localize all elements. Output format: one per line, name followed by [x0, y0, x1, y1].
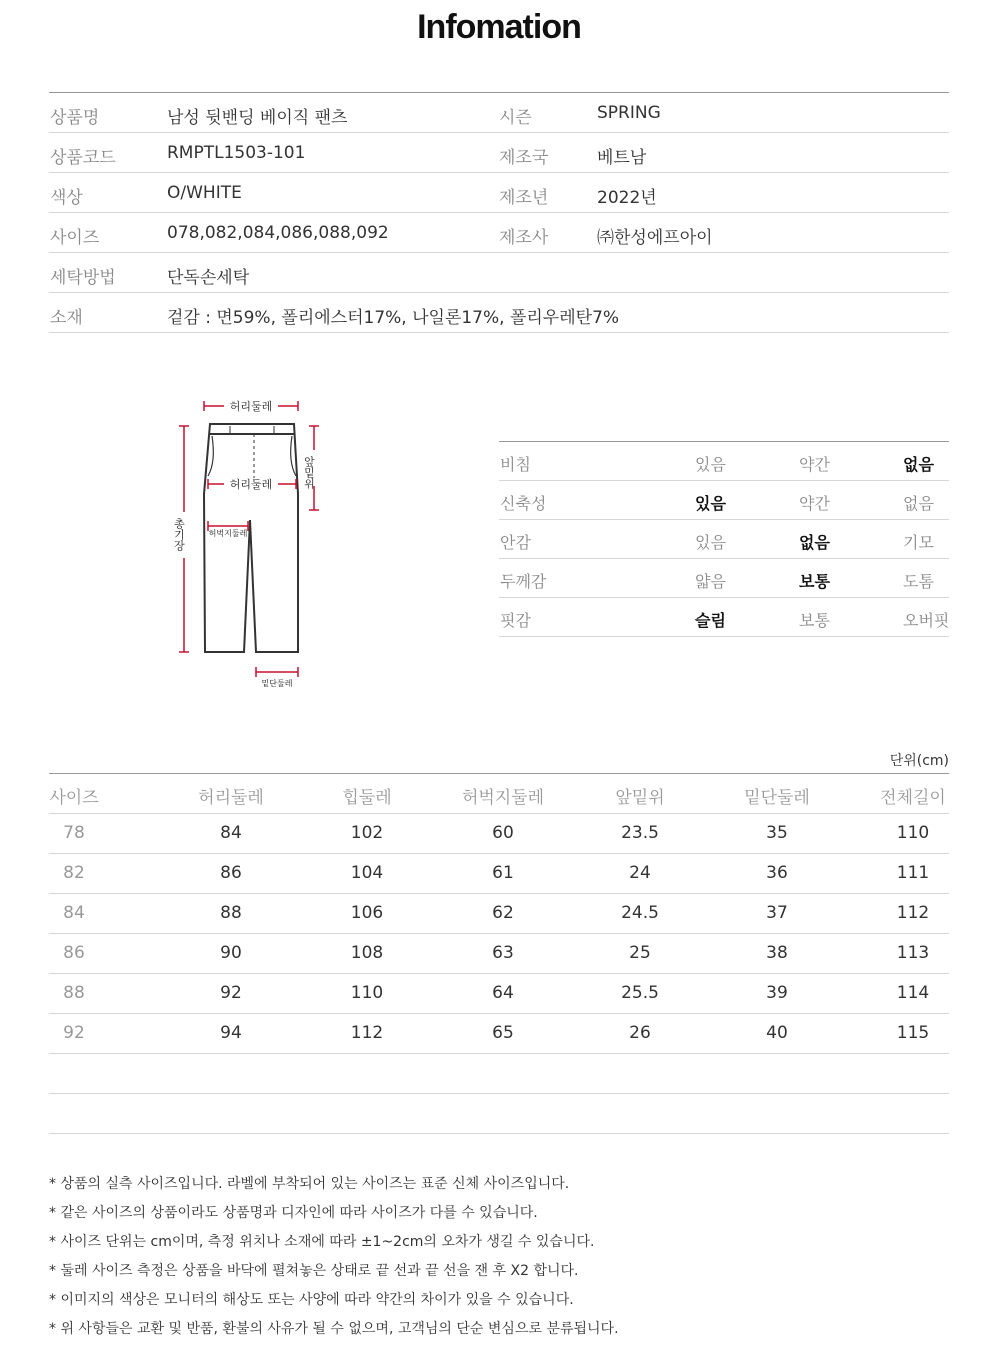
table-cell: 86	[220, 863, 242, 883]
info-label: 세탁방법	[50, 268, 116, 288]
feel-row-lining	[499, 520, 949, 559]
page-title: Infomation	[417, 8, 581, 46]
feel-label: 신축성	[500, 494, 547, 513]
table-cell: 108	[350, 943, 384, 963]
table-cell: 88	[63, 983, 85, 1003]
table-row	[49, 974, 949, 1014]
info-row-wash	[49, 253, 949, 293]
size-table-header	[49, 774, 949, 814]
info-value: 겉감 : 면59%, 폴리에스터17%, 나일론17%, 폴리우레탄7%	[167, 308, 620, 328]
info-row-name	[49, 93, 949, 133]
info-label: 소재	[50, 308, 83, 328]
feel-option: 있음	[695, 455, 726, 474]
feel-label: 핏감	[500, 611, 531, 630]
feel-option: 있음	[695, 533, 726, 552]
table-cell: 63	[492, 943, 514, 963]
table-cell: 106	[350, 903, 384, 923]
table-cell: 24.5	[621, 903, 659, 923]
table-cell: 110	[896, 823, 930, 843]
info-value: 베트남	[597, 148, 647, 168]
table-cell: 25.5	[621, 983, 659, 1003]
table-cell: 38	[766, 943, 788, 963]
table-cell: 86	[63, 943, 85, 963]
column-header: 앞밑위	[615, 788, 665, 808]
feel-option-selected: 없음	[799, 533, 830, 552]
front-rise-label: 앞밑위	[302, 456, 316, 489]
waist-top-label: 허리둘레	[229, 400, 273, 413]
info-value: O/WHITE	[167, 183, 242, 203]
feel-option: 얇음	[695, 572, 726, 591]
info-label: 제조년	[499, 188, 549, 208]
table-cell: 90	[220, 943, 242, 963]
info-value: 078,082,084,086,088,092	[167, 223, 389, 243]
table-row	[49, 1014, 949, 1054]
feel-label: 안감	[500, 533, 531, 552]
feel-option-selected: 슬림	[695, 611, 726, 630]
feel-option: 없음	[903, 494, 934, 513]
empty-row	[49, 1094, 949, 1134]
info-label: 제조국	[499, 148, 549, 168]
table-cell: 62	[492, 903, 514, 923]
info-label: 사이즈	[50, 228, 100, 248]
table-cell: 112	[896, 903, 930, 923]
thigh-label: 허벅지둘레	[208, 529, 248, 538]
info-value: 단독손세탁	[167, 268, 250, 288]
table-row	[49, 934, 949, 974]
pants-outline	[204, 424, 298, 652]
table-cell: 114	[896, 983, 930, 1003]
table-cell: 23.5	[621, 823, 659, 843]
info-label: 상품명	[50, 108, 100, 128]
feel-option: 약간	[799, 455, 830, 474]
feel-option: 보통	[799, 611, 830, 630]
note-item: * 이미지의 색상은 모니터의 해상도 또는 사양에 따라 약간의 차이가 있을 수 있습니다.	[49, 1292, 574, 1308]
table-cell: 36	[766, 863, 788, 883]
size-notes	[49, 1170, 949, 1344]
note-item: * 위 사항들은 교환 및 반품, 환불의 사유가 될 수 없으며, 고객님의 단순 변심으로 분류됩니다.	[49, 1321, 619, 1337]
table-row	[49, 814, 949, 854]
table-cell: 113	[896, 943, 930, 963]
feel-label: 두께감	[500, 572, 547, 591]
feel-option-selected: 없음	[903, 455, 934, 474]
table-cell: 60	[492, 823, 514, 843]
feel-row-thickness	[499, 559, 949, 598]
table-cell: 111	[896, 863, 930, 883]
feel-row-sheer	[499, 442, 949, 481]
table-cell: 94	[220, 1023, 242, 1043]
column-header: 허벅지둘레	[461, 788, 545, 808]
hem-label: 밑단둘레	[261, 679, 293, 688]
table-cell: 61	[492, 863, 514, 883]
info-row-size	[49, 213, 949, 253]
table-cell: 84	[220, 823, 242, 843]
info-label: 상품코드	[50, 148, 116, 168]
column-header: 사이즈	[49, 788, 99, 808]
table-cell: 102	[350, 823, 384, 843]
feel-option: 오버핏	[903, 611, 950, 630]
table-row	[49, 854, 949, 894]
note-item: * 둘레 사이즈 측정은 상품을 바닥에 펼쳐놓은 상태로 끝 선과 끝 선을 잰 후 X2 합니다.	[49, 1263, 579, 1279]
table-cell: 104	[350, 863, 384, 883]
feel-option: 도톰	[903, 572, 934, 591]
table-cell: 78	[63, 823, 85, 843]
table-cell: 92	[63, 1023, 85, 1043]
table-cell: 88	[220, 903, 242, 923]
fabric-feel-table	[499, 441, 949, 637]
table-cell: 112	[350, 1023, 384, 1043]
feel-option: 기모	[903, 533, 934, 552]
waist-inner-label: 허리둘레	[229, 478, 273, 491]
info-value: ㈜한성에프아이	[597, 228, 713, 248]
info-label: 제조사	[499, 228, 549, 248]
table-cell: 40	[766, 1023, 788, 1043]
feel-row-stretch	[499, 481, 949, 520]
note-item: * 같은 사이즈의 상품이라도 상품명과 디자인에 따라 사이즈가 다를 수 있습니다.	[49, 1205, 538, 1221]
empty-row	[49, 1054, 949, 1094]
feel-option: 약간	[799, 494, 830, 513]
table-cell: 26	[629, 1023, 651, 1043]
table-cell: 82	[63, 863, 85, 883]
pants-measurement-diagram	[168, 390, 338, 690]
table-cell: 39	[766, 983, 788, 1003]
table-cell: 64	[492, 983, 514, 1003]
table-cell: 84	[63, 903, 85, 923]
table-row	[49, 894, 949, 934]
info-label: 시즌	[499, 108, 532, 128]
info-row-code	[49, 133, 949, 173]
info-label: 색상	[50, 188, 83, 208]
info-value: SPRING	[597, 103, 661, 123]
info-value: 남성 뒷밴딩 베이직 팬츠	[167, 108, 348, 128]
column-header: 전체길이	[880, 788, 946, 808]
unit-label: 단위(cm)	[889, 753, 949, 769]
table-cell: 25	[629, 943, 651, 963]
table-cell: 115	[896, 1023, 930, 1043]
info-row-material	[49, 293, 949, 333]
feel-option-selected: 있음	[695, 494, 726, 513]
table-cell: 24	[629, 863, 651, 883]
table-cell: 35	[766, 823, 788, 843]
table-cell: 110	[350, 983, 384, 1003]
note-item: * 상품의 실측 사이즈입니다. 라벨에 부착되어 있는 사이즈는 표준 신체 사이즈입니다.	[49, 1176, 570, 1192]
feel-option-selected: 보통	[799, 572, 830, 591]
size-table	[49, 773, 949, 1134]
total-length-label: 총기장	[172, 518, 186, 551]
column-header: 밑단둘레	[744, 788, 810, 808]
info-row-color	[49, 173, 949, 213]
table-cell: 92	[220, 983, 242, 1003]
column-header: 허리둘레	[198, 788, 264, 808]
feel-row-fit	[499, 598, 949, 637]
table-cell: 65	[492, 1023, 514, 1043]
info-value: RMPTL1503-101	[167, 143, 306, 163]
product-info-table	[49, 92, 949, 333]
feel-label: 비침	[500, 455, 531, 474]
note-item: * 사이즈 단위는 cm이며, 측정 위치나 소재에 따라 ±1~2cm의 오차가 생길 수 있습니다.	[49, 1234, 595, 1250]
column-header: 힙둘레	[342, 788, 392, 808]
info-value: 2022년	[597, 188, 657, 208]
table-cell: 37	[766, 903, 788, 923]
